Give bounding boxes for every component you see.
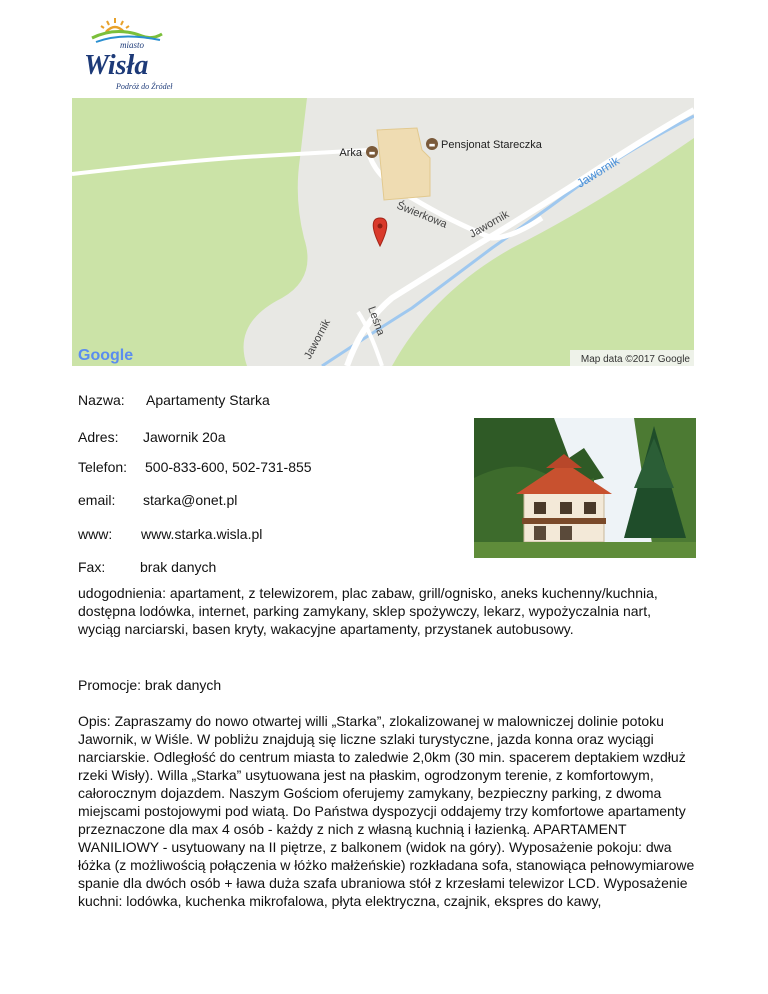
logo-name: Wisła [84, 50, 149, 81]
map-canvas[interactable] [72, 98, 694, 366]
map-poi-label-pensjonat: Pensjonat Stareczka [441, 139, 542, 151]
map-street-label-jawornik-south: Jawornik [302, 317, 334, 362]
map-poi-label-arka: Arka [339, 147, 362, 159]
map-poi-arka[interactable] [339, 146, 378, 159]
wisla-logo-graphic [72, 14, 182, 94]
map-street-label-swierkowa: Świerkowa [394, 199, 449, 231]
logo-small-text: miasto [120, 40, 145, 50]
promotions-paragraph: Promocje: brak danych [78, 677, 222, 693]
hotel-icon: ▬ [368, 149, 376, 157]
google-logo: Google [78, 347, 134, 364]
field-label-name: Nazwa: [78, 392, 125, 408]
field-value-name: Apartamenty Starka [146, 392, 270, 408]
hotel-icon: ▬ [428, 141, 436, 149]
description-paragraph: Opis: Zapraszamy do nowo otwartej willi „Starka”, zlokalizowanej w malowniczej dolinie potoku Jawornik, w Wiśle. W pobliżu znajdują się liczne szlaki turystyczne, jazda konna oraz wyciągi narciarskie. Odległość do centrum miasta to zaledwie 2,0km (30 min. spacerem deptakiem wzdłuż rzeki Wisły). Willa „Starka” usytuowana jest na płaskim, ogrodzonym terenie, z komfortowym, całorocznym dojazdem. Naszym Gościom oferujemy zamykany, bezpieczny parking, z dwoma miejscami postojowymi pod wiatą. Do Państwa dyspozycji oddajemy trzy komfortowe apartamenty przeznaczone dla max 4 osób - każdy z nich z własną kuchnią i łazienką. APARTAMENT WANILIOWY - usytuowany na II piętrze, z balkonem (widok na góry). Wyposażenie pokoju: dwa łóżka (z możliwością połączenia w łóżko małżeńskie) rozkładana sofa, stanowiąca pełnowymiarowe spanie dla dwóch osób + ława duża szafa ubraniowa stół z krzesłami telewizor LCD. Wyposażenie kuchni: lodówka, kuchenka mikrofalowa, płyta elektryczna, czajnik, ekspres do kawy, [78, 713, 695, 909]
field-label-fax: Fax: [78, 559, 106, 575]
location-map[interactable] [72, 98, 694, 366]
map-street-label-jawornik: Jawornik [467, 208, 512, 241]
villa-photo [474, 418, 696, 558]
logo-tagline: Podróż do Źródeł [116, 82, 173, 91]
field-label-phone: Telefon: [78, 459, 128, 475]
map-attribution[interactable]: Map data ©2017 Google [580, 354, 690, 365]
field-label-email: email: [78, 492, 116, 508]
amenities-paragraph: udogodnienia: apartament, z telewizorem, plac zabaw, grill/ognisko, aneks kuchenny/kuchnia, dostępna lodówka, internet, parking zamykany, sklep spożywczy, lekarz, wypożyczalnia nart, wyciąg narciarski, basen kryty, wakacyjne apartamenty, przystanek autobusowy. [78, 585, 658, 637]
map-poi-pensjonat-stareczka[interactable] [426, 138, 543, 151]
sun-icon [101, 18, 129, 32]
field-value-fax: brak danych [140, 559, 217, 575]
field-value-phone[interactable]: 500-833-600, 502-731-855 [145, 459, 312, 475]
field-label-www: www: [78, 526, 113, 542]
field-label-address: Adres: [78, 429, 119, 445]
map-street-label-lesna: Leśna [365, 304, 387, 338]
villa-photo-graphic [474, 418, 696, 558]
wisla-logo [72, 14, 182, 94]
field-value-address: Jawornik 20a [143, 429, 226, 445]
field-value-email[interactable]: starka@onet.pl [143, 492, 238, 508]
field-value-www[interactable]: www.starka.wisla.pl [141, 526, 263, 542]
map-river-label: Jawornik [574, 153, 622, 191]
